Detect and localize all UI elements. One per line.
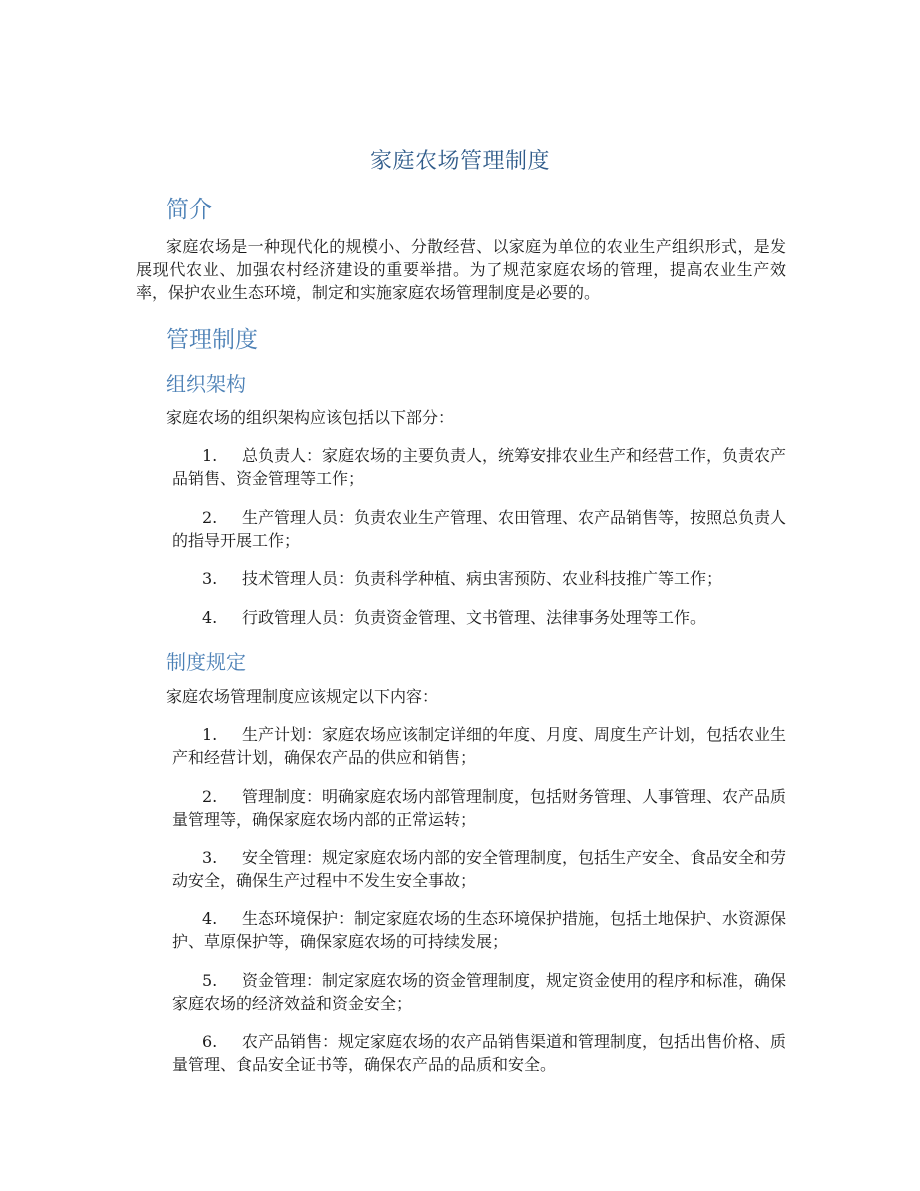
intro-paragraph: 家庭农场是一种现代化的规模小、分散经营、以家庭为单位的农业生产组织形式，是发展现代农业、加强农村经济建设的重要举措。为了规范家庭农场的管理，提高农业生产效率，保护农业生态环境，制定和实施家庭农场管理制度是必要的。 [136, 237, 786, 302]
organization-lead: 家庭农场的组织架构应该包括以下部分： [166, 408, 455, 427]
list-item-number: 1. [202, 446, 218, 465]
list-item [172, 506, 786, 552]
list-item-text: 生产管理人员：负责农业生产管理、农田管理、农产品销售等，按照总负责人的指导开展工作； [172, 508, 787, 550]
list-item [172, 1030, 786, 1076]
list-item [172, 567, 786, 590]
list-item-text: 生态环境保护：制定家庭农场的生态环境保护措施，包括土地保护、水资源保护、草原保护等，确保家庭农场的可持续发展； [172, 909, 787, 951]
list-item [172, 846, 786, 892]
rules-lead: 家庭农场管理制度应该规定以下内容： [166, 687, 439, 706]
list-item [172, 606, 786, 629]
document-title: 家庭农场管理制度 [369, 149, 550, 174]
rules-heading: 制度规定 [166, 650, 246, 674]
list-item [172, 907, 786, 953]
list-item-text: 生产计划：家庭农场应该制定详细的年度、月度、周度生产计划，包括农业生产和经营计划，确保农产品的供应和销售； [172, 725, 787, 767]
list-item-number: 5. [202, 971, 218, 990]
list-item-number: 2. [202, 787, 218, 806]
intro-heading: 简介 [166, 197, 212, 223]
list-item-number: 6. [202, 1032, 218, 1051]
list-item [172, 444, 786, 490]
list-item-number: 3. [202, 569, 218, 588]
list-item-text: 总负责人：家庭农场的主要负责人，统筹安排农业生产和经营工作，负责农产品销售、资金管理等工作； [172, 446, 787, 488]
organization-heading: 组织架构 [166, 372, 246, 396]
management-heading: 管理制度 [166, 327, 258, 353]
list-item-number: 2. [202, 508, 218, 527]
list-item-number: 3. [202, 848, 218, 867]
list-item-number: 4. [202, 909, 218, 928]
list-item-text: 管理制度：明确家庭农场内部管理制度，包括财务管理、人事管理、农产品质量管理等，确保家庭农场内部的正常运转； [172, 787, 787, 829]
list-item [172, 785, 786, 831]
list-item-text: 资金管理：制定家庭农场的资金管理制度，规定资金使用的程序和标准，确保家庭农场的经济效益和资金安全； [172, 971, 787, 1013]
list-item-number: 1. [202, 725, 218, 744]
list-item [172, 723, 786, 769]
list-item-text: 安全管理：规定家庭农场内部的安全管理制度，包括生产安全、食品安全和劳动安全，确保生产过程中不发生安全事故； [172, 848, 787, 890]
list-item-text: 行政管理人员：负责资金管理、文书管理、法律事务处理等工作。 [242, 608, 707, 627]
list-item-text: 技术管理人员：负责科学种植、病虫害预防、农业科技推广等工作； [242, 569, 723, 588]
list-item-number: 4. [202, 608, 218, 627]
list-item-text: 农产品销售：规定家庭农场的农产品销售渠道和管理制度，包括出售价格、质量管理、食品安全证书等，确保农产品的品质和安全。 [172, 1032, 787, 1074]
list-item [172, 969, 786, 1015]
